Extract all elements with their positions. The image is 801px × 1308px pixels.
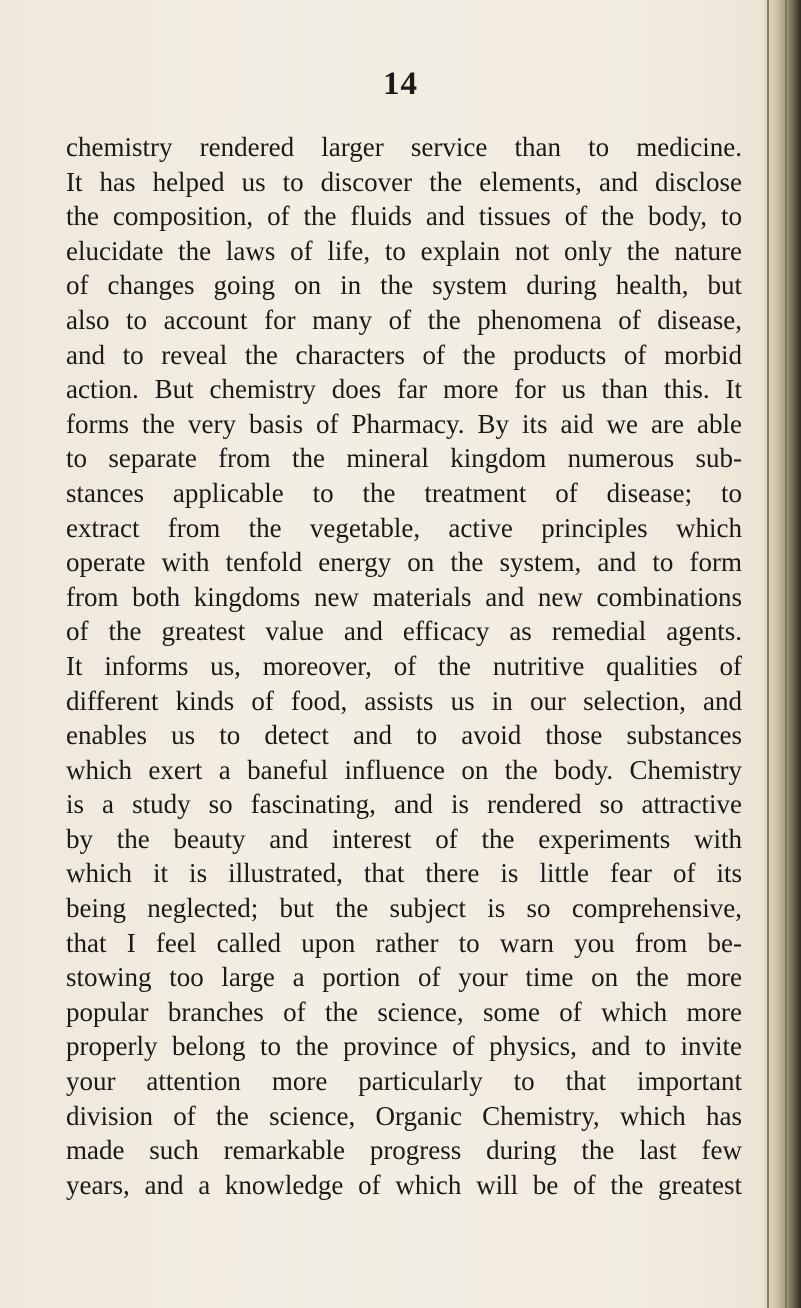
page-number: 14: [383, 66, 418, 102]
text-line: years, and a knowledge of which will be of the greatest: [66, 1169, 742, 1200]
text-line: and to reveal the characters of the products of morbid: [66, 339, 742, 370]
text-line: properly belong to the province of physics, and to invite: [66, 1031, 742, 1062]
binding-shadow-line: [767, 0, 769, 1308]
text-line: It has helped us to discover the elements, and disclose: [66, 166, 742, 197]
text-line: stowing too large a portion of your time on the more: [66, 962, 742, 993]
text-line: from both kingdoms new materials and new combinations: [66, 581, 742, 612]
text-line: popular branches of the science, some of which more: [66, 996, 742, 1027]
page-binding-edge: [763, 0, 801, 1308]
text-line: the composition, of the fluids and tissues of the body, to: [66, 201, 742, 232]
body-text: [66, 130, 742, 1202]
text-line: to separate from the mineral kingdom numerous sub-: [66, 443, 742, 474]
text-line: forms the very basis of Pharmacy. By its aid we are able: [66, 408, 742, 439]
text-line: of changes going on in the system during health, but: [66, 270, 742, 301]
text-line: enables us to detect and to avoid those substances: [66, 720, 742, 751]
binding-shadow-line: [785, 0, 787, 1308]
text-line: which it is illustrated, that there is little fear of its: [66, 858, 742, 889]
text-line: your attention more particularly to that important: [66, 1066, 742, 1097]
text-line: division of the science, Organic Chemistry, which has: [66, 1100, 742, 1131]
text-line: extract from the vegetable, active principles which: [66, 512, 742, 543]
text-line: action. But chemistry does far more for us than this. It: [66, 374, 742, 405]
text-line: made such remarkable progress during the last few: [66, 1135, 742, 1166]
text-line: It informs us, moreover, of the nutritive qualities of: [66, 650, 742, 681]
text-line: by the beauty and interest of the experiments with: [66, 823, 742, 854]
text-line: which exert a baneful influence on the body. Chemistry: [66, 754, 742, 785]
text-line: also to account for many of the phenomena of disease,: [66, 304, 742, 335]
text-line: chemistry rendered larger service than to medicine.: [66, 132, 742, 162]
text-line: different kinds of food, assists us in our selection, and: [66, 685, 742, 716]
text-line: operate with tenfold energy on the system, and to form: [66, 547, 742, 578]
text-line: being neglected; but the subject is so comprehensive,: [66, 893, 742, 924]
text-line: is a study so fascinating, and is rendered so attractive: [66, 789, 742, 820]
text-line: stances applicable to the treatment of disease; to: [66, 477, 742, 508]
text-line: elucidate the laws of life, to explain not only the nature: [66, 235, 742, 266]
text-line: that I feel called upon rather to warn you from be-: [66, 927, 742, 958]
text-line: of the greatest value and efficacy as remedial agents.: [66, 616, 742, 647]
